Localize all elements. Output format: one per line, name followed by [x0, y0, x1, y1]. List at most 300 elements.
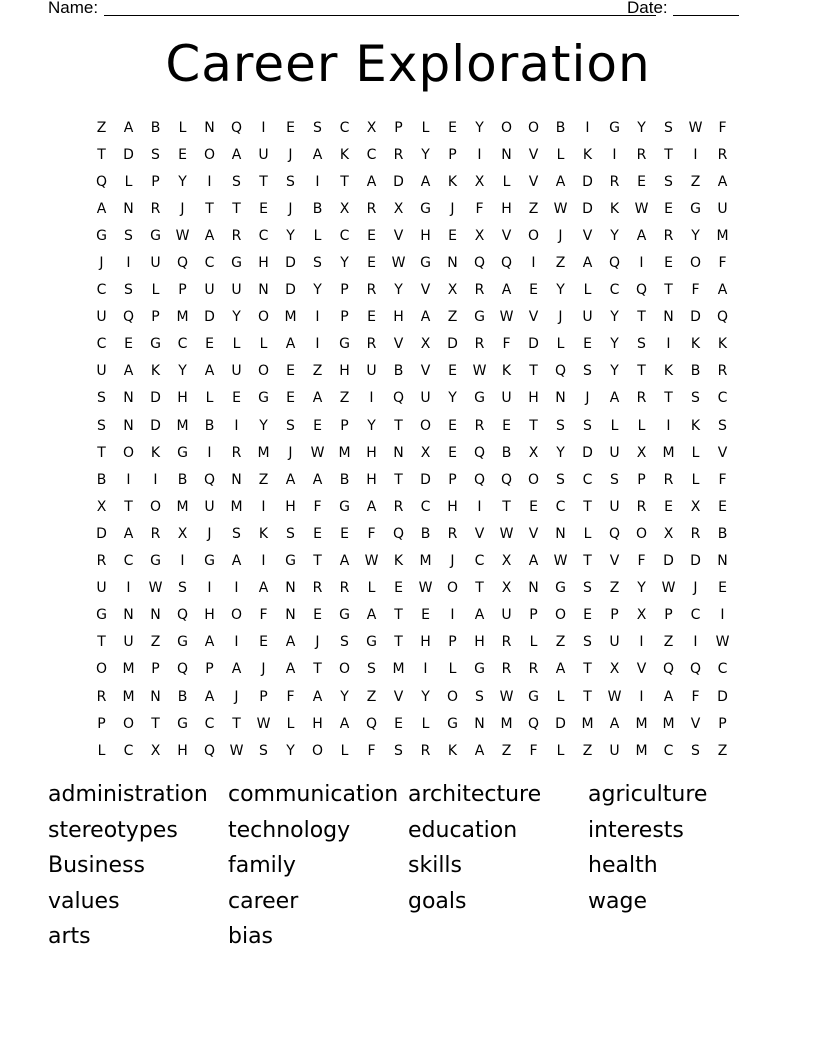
- grid-letter: X: [366, 119, 377, 136]
- grid-letter: D: [150, 417, 161, 434]
- grid-letter: M: [230, 498, 243, 515]
- name-label: Name:: [48, 0, 99, 17]
- grid-letter: E: [178, 146, 187, 163]
- grid-letter: D: [393, 173, 404, 190]
- grid-letter: O: [95, 661, 108, 678]
- grid-letter: V: [393, 688, 404, 705]
- grid-letter: I: [315, 336, 320, 353]
- grid-letter: N: [447, 255, 458, 272]
- grid-row: [88, 737, 738, 764]
- grid-letter: L: [97, 742, 106, 759]
- grid-letter: G: [447, 715, 458, 732]
- grid-letter: W: [391, 255, 406, 272]
- grid-letter: O: [635, 525, 648, 542]
- grid-letter: R: [150, 200, 161, 217]
- grid-letter: P: [151, 661, 160, 678]
- grid-letter: Q: [203, 471, 216, 488]
- grid-letter: T: [529, 363, 538, 380]
- grid-letter: I: [261, 553, 266, 570]
- grid-letter: A: [123, 119, 134, 136]
- grid-letter: S: [286, 173, 295, 190]
- grid-letter: F: [691, 688, 700, 705]
- grid-letter: T: [475, 580, 484, 597]
- date-line: [673, 15, 739, 16]
- grid-letter: V: [393, 336, 404, 353]
- grid-letter: R: [474, 417, 485, 434]
- grid-letter: R: [663, 471, 674, 488]
- grid-letter: W: [607, 688, 622, 705]
- grid-letter: S: [97, 390, 106, 407]
- grid-letter: S: [286, 417, 295, 434]
- grid-letter: S: [232, 525, 241, 542]
- grid-letter: U: [609, 634, 620, 651]
- grid-row: [88, 331, 738, 358]
- grid-letter: K: [150, 444, 161, 461]
- grid-letter: S: [664, 119, 673, 136]
- grid-letter: S: [691, 390, 700, 407]
- grid-letter: A: [258, 580, 269, 597]
- grid-letter: N: [123, 390, 134, 407]
- grid-letter: H: [312, 715, 323, 732]
- grid-letter: X: [528, 444, 539, 461]
- grid-letter: A: [366, 498, 377, 515]
- grid-letter: O: [257, 309, 270, 326]
- grid-letter: X: [501, 553, 512, 570]
- grid-letter: M: [176, 309, 189, 326]
- grid-letter: E: [448, 119, 457, 136]
- word-list-item: bias: [228, 924, 274, 949]
- word-list-item: wage: [588, 888, 647, 914]
- grid-letter: C: [177, 336, 188, 353]
- header: [48, 0, 748, 20]
- grid-letter: L: [367, 580, 376, 597]
- grid-letter: U: [204, 498, 215, 515]
- grid-letter: G: [177, 444, 188, 461]
- grid-letter: M: [635, 715, 648, 732]
- grid-letter: A: [717, 173, 728, 190]
- grid-letter: M: [338, 444, 351, 461]
- grid-letter: M: [500, 715, 513, 732]
- grid-letter: Y: [448, 390, 457, 407]
- grid-letter: X: [690, 498, 701, 515]
- grid-letter: J: [558, 227, 563, 244]
- grid-letter: C: [96, 282, 107, 299]
- grid-letter: H: [177, 390, 188, 407]
- grid-letter: N: [528, 580, 539, 597]
- grid-letter: X: [663, 525, 674, 542]
- grid-letter: A: [96, 200, 107, 217]
- grid-letter: Q: [122, 309, 135, 326]
- grid-letter: D: [690, 553, 701, 570]
- grid-letter: G: [258, 390, 269, 407]
- grid-letter: W: [715, 634, 730, 651]
- grid-letter: F: [718, 119, 727, 136]
- grid-letter: E: [232, 390, 241, 407]
- grid-letter: Y: [178, 363, 187, 380]
- grid-letter: I: [207, 580, 212, 597]
- word-list-item: family: [228, 853, 296, 878]
- grid-letter: S: [313, 119, 322, 136]
- grid-row: [88, 520, 738, 547]
- grid-letter: Y: [286, 742, 295, 759]
- grid-letter: Y: [178, 173, 187, 190]
- grid-letter: K: [717, 336, 728, 353]
- grid-letter: G: [150, 553, 161, 570]
- grid-letter: A: [474, 742, 485, 759]
- grid-letter: C: [339, 119, 350, 136]
- grid-letter: E: [448, 417, 457, 434]
- grid-letter: E: [367, 309, 376, 326]
- grid-letter: X: [609, 661, 620, 678]
- grid-letter: N: [393, 444, 404, 461]
- grid-letter: G: [366, 634, 377, 651]
- word-list-item: health: [588, 853, 658, 878]
- grid-letter: Y: [259, 417, 268, 434]
- grid-letter: Y: [610, 227, 619, 244]
- grid-letter: Q: [662, 661, 675, 678]
- grid-letter: O: [257, 363, 270, 380]
- grid-letter: O: [446, 688, 459, 705]
- grid-letter: Z: [555, 634, 566, 651]
- grid-letter: E: [718, 498, 727, 515]
- grid-letter: I: [693, 634, 698, 651]
- grid-letter: O: [203, 146, 216, 163]
- grid-letter: Z: [501, 742, 512, 759]
- grid-letter: V: [393, 227, 404, 244]
- grid-letter: W: [499, 309, 514, 326]
- grid-letter: O: [338, 661, 351, 678]
- grid-letter: N: [474, 715, 485, 732]
- grid-letter: W: [688, 119, 703, 136]
- grid-row: [88, 710, 738, 737]
- grid-letter: X: [339, 200, 350, 217]
- grid-letter: X: [150, 742, 161, 759]
- grid-letter: U: [609, 498, 620, 515]
- grid-letter: G: [339, 607, 350, 624]
- grid-row: [88, 277, 738, 304]
- grid-row: [88, 412, 738, 439]
- grid-letter: D: [582, 200, 593, 217]
- grid-letter: E: [394, 580, 403, 597]
- word-list-item: Business: [48, 853, 146, 878]
- grid-letter: R: [501, 634, 512, 651]
- grid-letter: E: [313, 525, 322, 542]
- grid-letter: T: [97, 444, 106, 461]
- date-label: Date:: [627, 0, 668, 17]
- grid-letter: I: [126, 580, 131, 597]
- grid-letter: F: [313, 498, 322, 515]
- grid-letter: T: [664, 146, 673, 163]
- grid-letter: C: [204, 715, 215, 732]
- grid-letter: R: [663, 227, 674, 244]
- grid-letter: Y: [610, 363, 619, 380]
- grid-letter: G: [177, 715, 188, 732]
- grid-letter: T: [97, 146, 106, 163]
- grid-letter: S: [583, 363, 592, 380]
- grid-letter: I: [477, 498, 482, 515]
- grid-letter: T: [529, 417, 538, 434]
- grid-letter: B: [312, 200, 323, 217]
- grid-letter: U: [231, 282, 242, 299]
- grid-letter: T: [340, 173, 349, 190]
- grid-letter: H: [204, 607, 215, 624]
- grid-letter: D: [528, 336, 539, 353]
- grid-letter: H: [420, 227, 431, 244]
- grid-letter: J: [99, 255, 104, 272]
- grid-letter: L: [637, 417, 646, 434]
- grid-letter: I: [639, 255, 644, 272]
- grid-letter: D: [285, 255, 296, 272]
- grid-letter: Q: [176, 255, 189, 272]
- grid-letter: D: [717, 688, 728, 705]
- grid-letter: Q: [635, 282, 648, 299]
- grid-letter: L: [232, 336, 241, 353]
- grid-letter: T: [583, 661, 592, 678]
- grid-letter: I: [720, 607, 725, 624]
- grid-letter: A: [123, 363, 134, 380]
- grid-letter: O: [446, 580, 459, 597]
- grid-letter: X: [420, 336, 431, 353]
- grid-letter: W: [364, 553, 379, 570]
- grid-letter: E: [286, 119, 295, 136]
- grid-letter: R: [474, 336, 485, 353]
- grid-letter: G: [339, 498, 350, 515]
- grid-letter: T: [97, 634, 106, 651]
- grid-letter: P: [394, 119, 403, 136]
- grid-letter: I: [693, 146, 698, 163]
- grid-letter: K: [447, 742, 458, 759]
- grid-letter: R: [474, 282, 485, 299]
- grid-letter: I: [531, 255, 536, 272]
- grid-letter: Y: [286, 227, 295, 244]
- grid-letter: Y: [637, 119, 646, 136]
- grid-letter: Y: [232, 309, 241, 326]
- grid-letter: H: [366, 444, 377, 461]
- grid-letter: N: [285, 607, 296, 624]
- grid-letter: E: [664, 498, 673, 515]
- grid-letter: I: [450, 607, 455, 624]
- grid-letter: B: [420, 525, 431, 542]
- grid-letter: Q: [689, 661, 702, 678]
- page-title: Career Exploration: [165, 35, 651, 93]
- grid-letter: A: [204, 363, 215, 380]
- grid-letter: S: [583, 417, 592, 434]
- grid-letter: J: [288, 200, 293, 217]
- grid-letter: G: [150, 227, 161, 244]
- grid-letter: R: [420, 742, 431, 759]
- grid-row: [88, 385, 738, 412]
- grid-letter: L: [421, 119, 430, 136]
- grid-letter: F: [475, 200, 484, 217]
- word-list-item: education: [408, 817, 518, 843]
- grid-letter: G: [96, 227, 107, 244]
- grid-letter: Q: [554, 363, 567, 380]
- grid-letter: O: [554, 607, 567, 624]
- grid-row: [88, 439, 738, 466]
- grid-letter: S: [124, 227, 133, 244]
- grid-letter: Z: [582, 742, 593, 759]
- grid-row: [88, 222, 738, 249]
- grid-letter: I: [477, 146, 482, 163]
- grid-letter: V: [690, 715, 701, 732]
- grid-letter: K: [447, 173, 458, 190]
- grid-letter: G: [690, 200, 701, 217]
- grid-letter: W: [499, 688, 514, 705]
- grid-letter: B: [177, 471, 188, 488]
- grid-letter: N: [123, 200, 134, 217]
- grid-letter: C: [582, 471, 593, 488]
- grid-letter: Q: [176, 661, 189, 678]
- grid-letter: C: [690, 607, 701, 624]
- grid-letter: L: [556, 146, 565, 163]
- grid-letter: I: [639, 688, 644, 705]
- grid-letter: A: [636, 227, 647, 244]
- grid-letter: E: [502, 417, 511, 434]
- grid-letter: L: [691, 471, 700, 488]
- grid-letter: A: [528, 553, 539, 570]
- grid-letter: A: [609, 715, 620, 732]
- grid-letter: U: [258, 146, 269, 163]
- grid-letter: N: [123, 417, 134, 434]
- grid-letter: K: [150, 363, 161, 380]
- grid-letter: A: [474, 607, 485, 624]
- grid-letter: Y: [367, 417, 376, 434]
- grid-letter: S: [583, 634, 592, 651]
- grid-letter: D: [150, 390, 161, 407]
- grid-letter: P: [151, 173, 160, 190]
- grid-letter: I: [234, 417, 239, 434]
- grid-letter: P: [178, 282, 187, 299]
- grid-letter: P: [340, 282, 349, 299]
- grid-letter: E: [448, 363, 457, 380]
- grid-letter: I: [126, 471, 131, 488]
- grid-letter: L: [583, 525, 592, 542]
- grid-letter: C: [555, 498, 566, 515]
- grid-letter: E: [313, 417, 322, 434]
- grid-letter: Q: [608, 525, 621, 542]
- grid-letter: E: [286, 390, 295, 407]
- grid-letter: Z: [717, 742, 728, 759]
- grid-letter: C: [366, 146, 377, 163]
- grid-letter: E: [448, 444, 457, 461]
- grid-letter: B: [339, 471, 350, 488]
- grid-letter: I: [585, 119, 590, 136]
- grid-letter: I: [234, 634, 239, 651]
- grid-letter: M: [662, 715, 675, 732]
- grid-letter: W: [472, 363, 487, 380]
- grid-letter: O: [500, 119, 513, 136]
- grid-letter: D: [204, 309, 215, 326]
- grid-letter: V: [717, 444, 728, 461]
- grid-letter: B: [204, 417, 215, 434]
- grid-row: [88, 304, 738, 331]
- grid-letter: X: [393, 200, 404, 217]
- grid-letter: V: [528, 146, 539, 163]
- grid-letter: R: [96, 688, 107, 705]
- grid-letter: G: [528, 688, 539, 705]
- grid-letter: J: [288, 444, 293, 461]
- grid-letter: B: [393, 363, 404, 380]
- word-list: [48, 780, 768, 952]
- grid-letter: F: [502, 336, 511, 353]
- grid-letter: K: [339, 146, 350, 163]
- grid-letter: S: [313, 255, 322, 272]
- grid-letter: L: [259, 336, 268, 353]
- grid-letter: H: [474, 634, 485, 651]
- grid-letter: S: [97, 417, 106, 434]
- grid-letter: S: [340, 634, 349, 651]
- grid-letter: Q: [716, 309, 729, 326]
- grid-letter: L: [205, 390, 214, 407]
- grid-letter: T: [637, 309, 646, 326]
- grid-letter: D: [690, 309, 701, 326]
- grid-letter: U: [366, 363, 377, 380]
- grid-letter: D: [96, 525, 107, 542]
- grid-letter: F: [367, 525, 376, 542]
- grid-letter: A: [285, 471, 296, 488]
- grid-letter: N: [258, 282, 269, 299]
- grid-letter: K: [582, 146, 593, 163]
- grid-letter: S: [556, 471, 565, 488]
- grid-letter: A: [204, 634, 215, 651]
- grid-letter: Z: [150, 634, 161, 651]
- grid-letter: K: [663, 363, 674, 380]
- grid-letter: C: [204, 255, 215, 272]
- grid-letter: E: [367, 255, 376, 272]
- grid-letter: T: [151, 715, 160, 732]
- grid-letter: O: [122, 444, 135, 461]
- grid-letter: E: [664, 255, 673, 272]
- grid-letter: Z: [339, 390, 350, 407]
- grid-letter: G: [150, 336, 161, 353]
- grid-letter: I: [126, 255, 131, 272]
- grid-letter: T: [664, 282, 673, 299]
- grid-letter: U: [231, 363, 242, 380]
- grid-letter: V: [609, 553, 620, 570]
- grid-letter: O: [149, 498, 162, 515]
- grid-letter: U: [123, 634, 134, 651]
- grid-letter: A: [312, 146, 323, 163]
- grid-letter: F: [718, 471, 727, 488]
- grid-letter: Z: [258, 471, 269, 488]
- word-list-item: career: [228, 888, 299, 914]
- grid-letter: P: [448, 634, 457, 651]
- grid-letter: F: [367, 742, 376, 759]
- word-list-item: administration: [48, 782, 208, 807]
- grid-letter: W: [148, 580, 163, 597]
- grid-letter: K: [609, 200, 620, 217]
- grid-letter: V: [528, 309, 539, 326]
- grid-letter: J: [180, 200, 185, 217]
- grid-letter: J: [207, 525, 212, 542]
- grid-letter: S: [124, 282, 133, 299]
- grid-letter: G: [555, 580, 566, 597]
- grid-letter: H: [447, 498, 458, 515]
- grid-letter: G: [285, 553, 296, 570]
- grid-letter: P: [259, 688, 268, 705]
- grid-letter: M: [662, 444, 675, 461]
- grid-letter: B: [501, 444, 512, 461]
- grid-letter: A: [582, 255, 593, 272]
- grid-letter: Z: [366, 688, 377, 705]
- grid-letter: Q: [500, 471, 513, 488]
- grid-letter: G: [96, 607, 107, 624]
- grid-letter: P: [529, 607, 538, 624]
- grid-letter: X: [501, 580, 512, 597]
- grid-letter: W: [553, 553, 568, 570]
- grid-letter: A: [285, 336, 296, 353]
- grid-letter: D: [420, 471, 431, 488]
